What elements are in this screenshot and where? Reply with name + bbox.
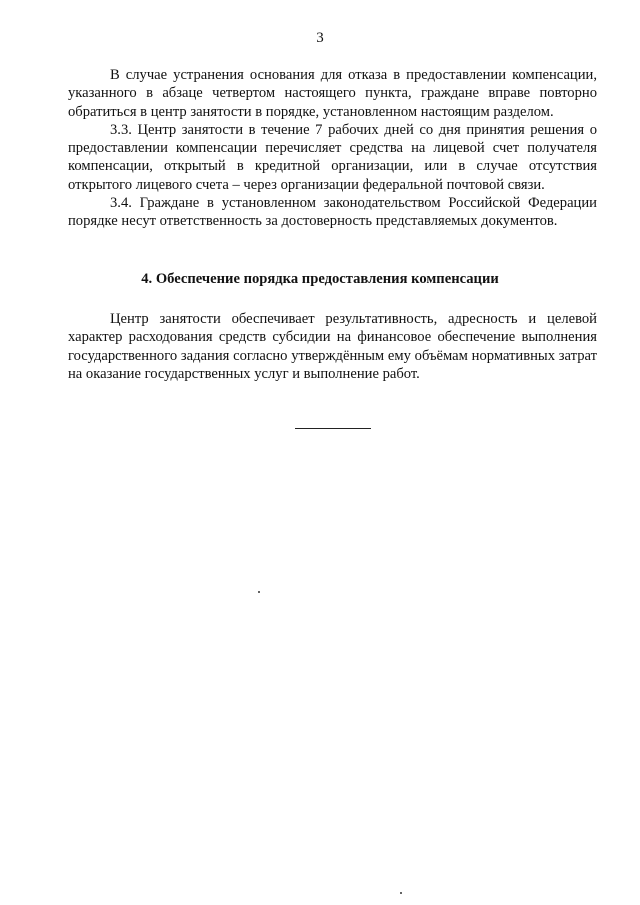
end-of-document-rule bbox=[295, 428, 371, 429]
paragraph-4-control: Центр занятости обеспечивает результативность, адресность и целевой характер расходования средств субсидии на финансовое обеспечение выполнения государственного задания согласно утверждённым ему объёмам нормативных затрат на оказание государственных услуг и выполнение работ. bbox=[68, 311, 597, 382]
paragraph-3-3-payment: 3.3. Центр занятости в течение 7 рабочих дней со дня принятия решения о предоставлении компенсации перечисляет средства на лицевой счет получателя компенсации, открытый в кредитной организации, или в случае отсутствия открытого лицевого счета – через организации федеральной почтовой связи. bbox=[68, 121, 597, 193]
scan-speck bbox=[400, 892, 402, 894]
scan-speck bbox=[258, 591, 260, 593]
paragraph-3-4-responsibility: 3.4. Граждане в установленном законодательством Российской Федерации порядке несут ответственность за достоверность представляемых документов. bbox=[68, 195, 597, 230]
page-number: 3 bbox=[316, 30, 324, 46]
section-4-body bbox=[68, 310, 597, 383]
paragraph-resubmission: В случае устранения основания для отказа в предоставлении компенсации, указанного в абзаце четвертом настоящего пункта, граждане вправе повторно обратиться в центр занятости в порядке, установленном настоящим разделом. bbox=[68, 67, 597, 120]
section-4-heading: 4. Обеспечение порядка предоставления компенсации bbox=[141, 271, 499, 287]
section-3-continuation bbox=[68, 66, 597, 231]
